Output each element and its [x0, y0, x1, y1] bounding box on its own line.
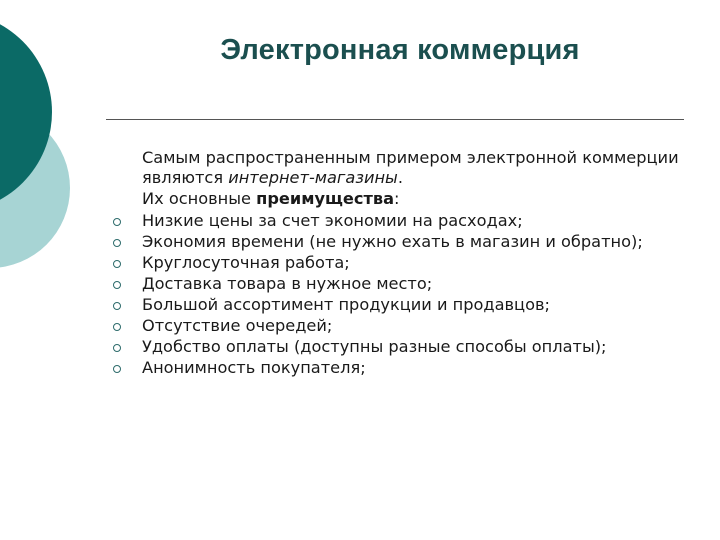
slide-body: [142, 148, 682, 379]
intro-paragraph: [142, 148, 682, 187]
list-item: [142, 337, 682, 357]
advantages-heading-end: :: [394, 189, 400, 208]
hollow-circle-icon: [113, 239, 121, 247]
hollow-circle-icon: [113, 302, 121, 310]
list-item: [142, 274, 682, 294]
title-divider: [106, 119, 684, 120]
hollow-circle-icon: [113, 260, 121, 268]
list-item-text: Анонимность покупателя;: [142, 357, 366, 377]
hollow-circle-icon: [113, 218, 121, 226]
list-item-text: Низкие цены за счет экономии на расходах;: [142, 210, 523, 230]
list-item: [142, 358, 682, 378]
list-item: [142, 232, 682, 252]
hollow-circle-icon: [113, 344, 121, 352]
advantages-heading-bold: преимущества: [256, 189, 395, 208]
hollow-circle-icon: [113, 365, 121, 373]
intro-end: .: [397, 167, 403, 187]
hollow-circle-icon: [113, 323, 121, 331]
list-item-text: Удобство оплаты (доступны разные способы оплаты);: [142, 336, 607, 356]
decorative-circles: [0, 0, 110, 300]
list-item: [142, 253, 682, 273]
hollow-circle-icon: [113, 281, 121, 289]
list-item-text: Большой ассортимент продукции и продавцов;: [142, 294, 550, 314]
list-item-text: Экономия времени (не нужно ехать в магазин и обратно);: [142, 231, 643, 251]
slide-title: Электронная коммерция: [220, 34, 580, 66]
list-item: [142, 295, 682, 315]
list-item-text: Отсутствие очередей;: [142, 315, 333, 335]
advantages-list: [142, 211, 682, 378]
list-item-text: Доставка товара в нужное место;: [142, 273, 433, 293]
advantages-heading-text: Их основные: [142, 189, 257, 208]
list-item: [142, 316, 682, 336]
intro-text: Самым распространенным примером электронной коммерции являются: [142, 148, 679, 187]
list-item-text: Круглосуточная работа;: [142, 252, 350, 272]
advantages-heading: [142, 189, 682, 209]
intro-emphasis: интернет-магазины: [228, 167, 398, 187]
list-item: [142, 211, 682, 231]
